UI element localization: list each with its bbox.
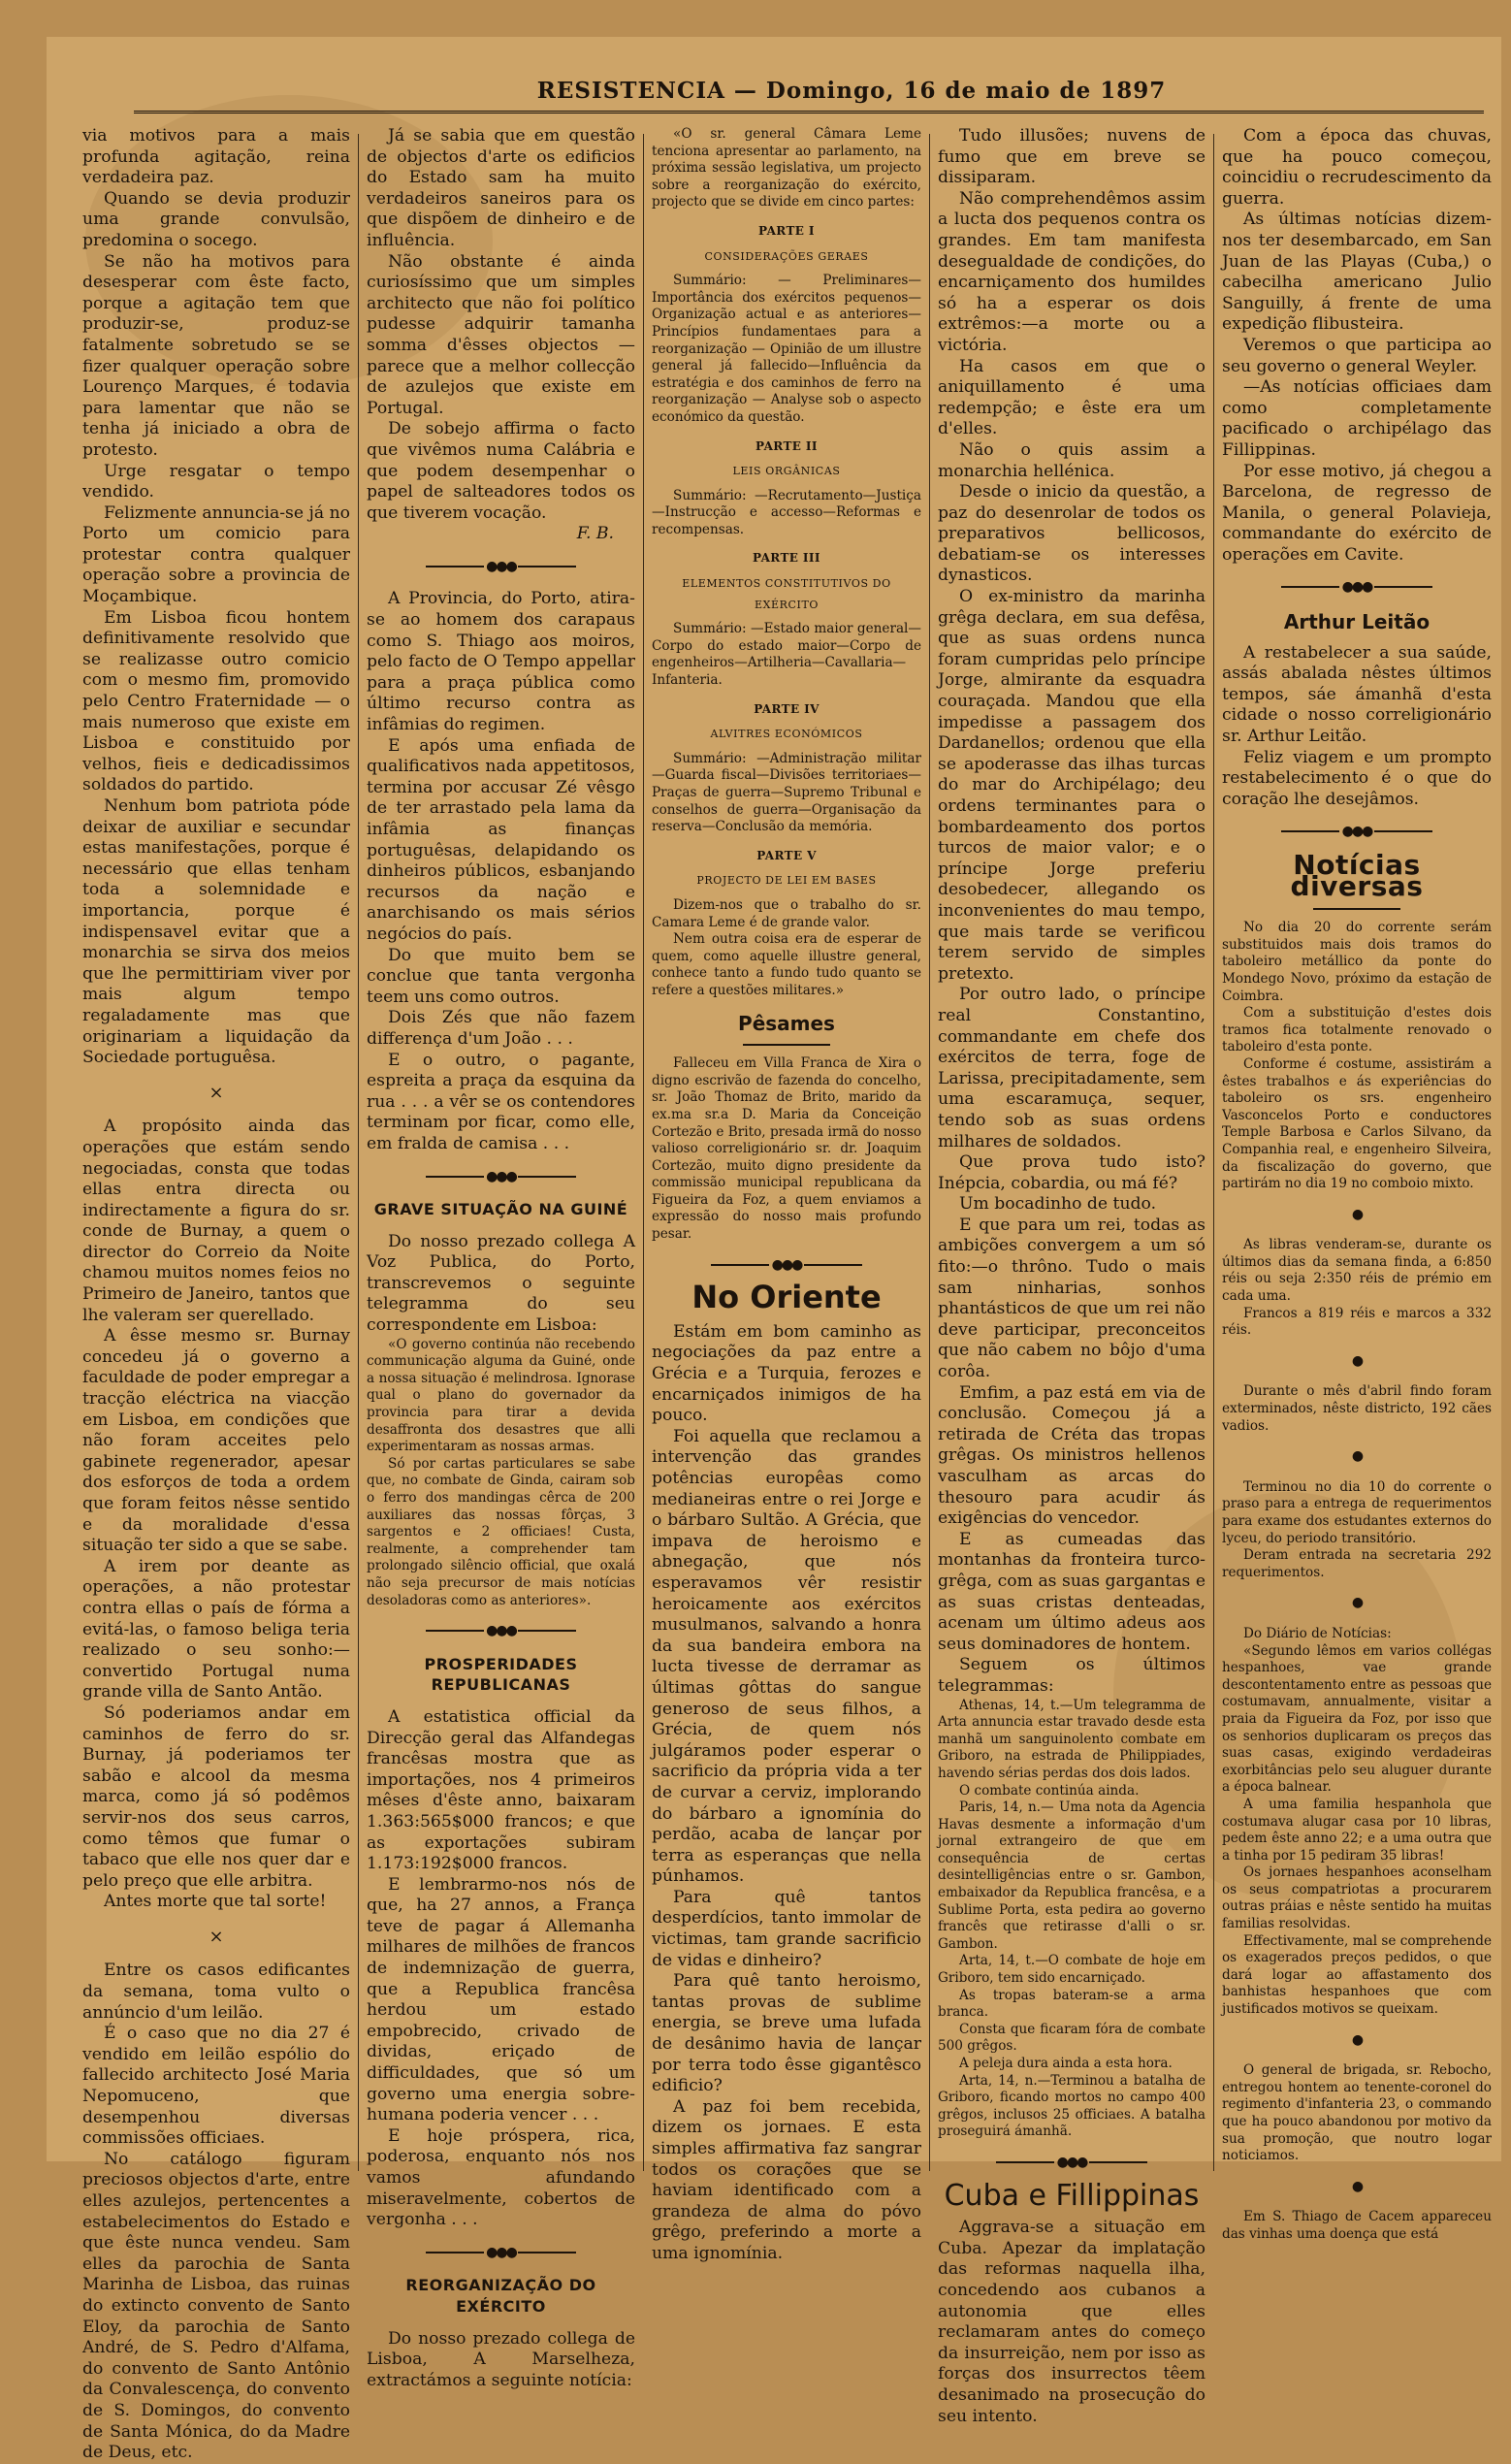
paragraph: A propósito ainda das operações que estám sendo negociadas, consta que todas ellas entra directa ou indirectamente a figura do sr. conde de Burnay, a quem o director do Correio da Noite chamou muitos nomes feios no Primeiro de Janeiro, tantos que lhe valeram ser querellado.	[82, 1117, 350, 1325]
news-item: Effectivamente, mal se comprehende os exagerados preços pedidos, o que dará logar ao affastamento dos banhistas hespanhoes que com justificados motivos se queixam.	[1222, 1932, 1492, 2018]
paragraph: Desde o inicio da questão, a paz do desenrolar de todos os preparativos bellicosos, debatiam-se os interesses dynasticos.	[938, 482, 1206, 586]
news-item: Terminou no dia 10 do corrente o praso para a entrega de requerimentos para exame dos estudantes externos do lyceu, do periodo transitório.	[1222, 1478, 1492, 1546]
telegram: O combate continúa ainda.	[959, 1782, 1140, 1799]
part-summary: Summário: — Preliminares—Importância dos exércitos pequenos—Organização actual e as anteriores—Princípios fundamentaes para a reorganização — Opinião de um illustre general já fallecido—Influência da estratégia e dos caminhos de ferro na reorganização — Analyse sob o aspecto económico da questão.	[652, 273, 921, 425]
article-title: Cuba e Fillippinas	[944, 2178, 1200, 2213]
ornament-divider: ●●●	[367, 557, 635, 578]
paragraph: Só poderiamos andar em caminhos de ferro do sr. Burnay, já poderiamos ter sabão e alcool da mesma marca, como já só podêmos servir-nos dos seus carros, como têmos que fumar o tabaco que elle nos quer dar e pelo preço que elle arbitra.	[82, 1702, 350, 1891]
paragraph: Que prova tudo isto? Inépcia, cobardia, ou má fé?	[938, 1152, 1206, 1193]
part-summary: Summário: —Recrutamento—Justiça—Instrucção e accesso—Reformas e recompensas.	[652, 487, 921, 537]
part-number: PARTE II	[756, 438, 818, 453]
paragraph: Para quê tanto heroismo, tantas provas de sublime energia, se breve uma lufada de desânimo havia de lançar por terra todo êsse gigantêsco edificio?	[652, 1971, 921, 2096]
newspaper-page	[47, 37, 1501, 2463]
paragraph: Aggrava-se a situação em Cuba. Apezar da implatação das reformas naquella ilha, concedendo aos cubanos a autonomia que elles reclamaram antes do começo da insurreição, nem por isso as forças dos insurrectos têem desanimado na prosecução do seu intento.	[938, 2218, 1206, 2426]
ornament-divider: ●●●	[652, 1255, 921, 1277]
paragraph: Já se sabia que em questão de objectos d'arte os edificios do Estado sam ha muito verdadeiros saneiros para os que dispõem de dinheiro e de influência.	[367, 126, 635, 250]
telegram: A peleja dura ainda a esta hora.	[959, 2056, 1173, 2071]
bullet-divider: ●	[1351, 2178, 1363, 2194]
article-title: GRAVE SITUAÇÃO NA GUINÉ	[373, 1200, 628, 1219]
news-item: Durante o mês d'abril findo foram exterminados, nêste districto, 192 cães vadios.	[1222, 1383, 1492, 1434]
telegram: Athenas, 14, t.—Um telegramma de Arta annuncia estar travado desde esta manhã um sanguinolento combate em Griboro, na estrada de Philippiades, havendo sérias perdas dos dois lados.	[938, 1697, 1206, 1781]
ornament-divider: ●●●	[1222, 577, 1492, 599]
paragraph: Se não ha motivos para desesperar com êste facto, porque a agitação tem que produzir-se, produz-se fatalmente sobretudo se se fizer qualquer operação sobre Lourenço Marques, é todavia para lamentar que não se tenha já iniciado a obra de protesto.	[82, 251, 350, 460]
article-title: Pêsames	[738, 1011, 835, 1035]
title-rule	[1313, 908, 1400, 910]
paragraph: E hoje próspera, rica, poderosa, enquanto nós nos vamos afundando miseravelmente, cobertos de vergonha . . .	[367, 2125, 635, 2230]
part-number: PARTE I	[758, 223, 815, 238]
paragraph: Por esse motivo, já chegou a Barcelona, de regresso de Manila, o general Polavieja, commandante do exército de operações em Cavite.	[1222, 461, 1492, 565]
article-title: PROSPERIDADES REPUBLICANAS	[424, 1654, 578, 1695]
bullet-divider: ●	[1351, 1595, 1363, 1611]
paragraph: A irem por deante as operações, a não protestar contra ellas o país de fórma a evitá-las, o famoso beliga teria realizado o seu sonho:—convertido Portugal numa grande villa de Santo Antão.	[82, 1556, 350, 1702]
bullet-divider: ●	[1351, 2031, 1363, 2048]
paragraph: E que para um rei, todas as ambições convergem a um só fito:—o thrôno. Tudo o mais sam ninharias, sonhos phantásticos de que um rei não deve participar, preconceitos que não cabem no bôjo d'uma corôa.	[938, 1215, 1206, 1382]
bullet-divider: ●	[1351, 1352, 1363, 1369]
article-title: REORGANIZAÇÃO DO EXÉRCITO	[405, 2276, 596, 2316]
paragraph: Do que muito bem se conclue que tanta vergonha teem uns como outros.	[367, 945, 635, 1007]
telegram: As tropas bateram-se a arma branca.	[938, 1987, 1206, 2021]
paragraph: via motivos para a mais profunda agitação, reina verdadeira paz.	[82, 126, 350, 188]
paragraph: E após uma enfiada de qualificativos nada appetitosos, termina por accusar Zé vêsgo de ter arrastado pela lama da infâmia as finanças portuguêsas, delapidando os dinheiros públicos, esbanjando recursos da nação e anarchisando os mais sérios negócios do país.	[367, 735, 635, 944]
part-summary: Summário: —Estado maior general—Corpo do estado maior—Corpo de engenheiros—Artilheria—Cavallaria—Infanteria.	[652, 621, 921, 689]
news-item: A uma familia hespanhola que costumava alugar casa por 10 libras, pedem êste anno 22; e a uma outra que a tinha por 15 pediram 35 libras!	[1222, 1796, 1492, 1864]
page-header: RESISTENCIA — Domingo, 16 de maio de 1897	[536, 78, 1167, 104]
paragraph: E as cumeadas das montanhas da fronteira turco-grêga, com as suas gargantas e as suas cristas denteadas, acenam um último adeus aos seus dominadores de hontem.	[938, 1529, 1206, 1654]
news-item: Em S. Thiago de Cacem appareceu das vinhas uma doença que está	[1222, 2209, 1492, 2242]
column-rule	[1213, 134, 1214, 2171]
paragraph: No catálogo figuram preciosos objectos d'arte, entre elles azulejos, pertencentes a estabelecimentos do Estado e que êste nunca vendeu. Sam elles da parochia de Santa Marinha de Lisboa, das ruinas do extincto convento de Santo Eloy, da parochia de Santo André, de S. Pedro d'Alfama, do convento de Santo Antônio da Convalescença, do convento de S. Domingos, do convento de Santa Mónica, do da Madre de Deus, etc.	[82, 2149, 350, 2463]
column-rule	[929, 134, 930, 2171]
paragraph: E lembrarmo-nos nós de que, ha 27 annos, a França teve de pagar á Allemanha milhares de milhões de francos de indemnização de guerra, que a Republica francêsa herdou um estado empobrecido, crivado de dividas, eriçado de difficuldades, que só um governo uma energia sobre-humana poderia vencer . . .	[367, 1874, 635, 2125]
article-title: No Oriente	[691, 1279, 882, 1316]
ornament-divider: ●●●	[1222, 822, 1492, 843]
paragraph: Tudo illusões; nuvens de fumo que em breve se dissiparam.	[938, 126, 1206, 188]
article-title: Arthur Leitão	[1283, 610, 1431, 634]
telegram: Consta que ficaram fóra de combate 500 grêgos.	[938, 2021, 1206, 2055]
part-number: PARTE V	[756, 848, 817, 862]
signature: F. B.	[576, 524, 614, 544]
part-name: ALVITRES ECONÓMICOS	[710, 728, 863, 741]
paragraph: A estatistica official da Direcção geral das Alfandegas francêsas mostra que as importações, nos 4 primeiros mêses d'êste anno, baixaram 1.363:565$000 francos; e que as exportações subiram 1.173:192$000 francos.	[367, 1706, 635, 1874]
paragraph: —As notícias officiaes dam como completamente pacificado o archipélago das Fillippinas.	[1222, 377, 1492, 460]
paragraph: Falleceu em Villa Franca de Xira o digno escrivão de fazenda do concelho, sr. João Thomaz de Brito, marido da ex.ma sr.a D. Maria da Conceição Cortezão e Brito, presada irmã do nosso valioso correligionário sr. dr. Joaquim Cortezão, muito digno presidente da commissão municipal republicana da Figueira da Foz, a quem enviamos a expressão do nosso mais profundo pesar.	[652, 1055, 921, 1243]
title-rule	[743, 1044, 830, 1046]
news-item: Deram entrada na secretaria 292 requerimentos.	[1222, 1547, 1492, 1580]
cross-separator: ×	[209, 1926, 224, 1947]
news-item: «Segundo lêmos em varios collégas hespanhoes, vae grande descontentamento entre as pessoas que costumavam, annualmente, visitar a praia da Figueira da Foz, por isso que os senhorios duplicaram os preços das suas casas, exigindo verdadeiras exorbitâncias pelo seu aluguer durante a época balnear.	[1222, 1642, 1492, 1796]
part-summary: Summário: —Administração militar—Guarda fiscal—Divisões territoriaes—Praças de guerra—Supremo Tribunal e conselhos de guerra—Organisação da reserva—Conclusão da memória.	[652, 750, 921, 835]
ornament-divider: ●●●	[367, 2243, 635, 2264]
paragraph: A Provincia, do Porto, atira-se ao homem dos carapaus como S. Thiago aos moiros, pelo facto de O Tempo appellar para a praça pública como último recurso contra as infâmias do regimen.	[367, 589, 635, 735]
paragraph: Ha casos em que o aniquillamento é uma redempção; e êste era um d'elles.	[938, 356, 1206, 439]
column-2	[367, 126, 635, 2390]
paragraph: Não obstante é ainda curiosíssimo que um simples architecto que não foi político pudesse adquirir tamanha somma d'êsses objectos — parece que a melhor collecção de azulejos que existe em Portugal.	[367, 251, 635, 418]
quote-paragraph: «O sr. general Câmara Leme tenciona apresentar ao parlamento, na próxima sessão legislativa, um projecto sobre a reorganização do exército, projecto que se divide em cinco partes:	[652, 126, 921, 211]
part-name: ELEMENTOS CONSTITUTIVOS DO EXÉRCITO	[682, 577, 891, 611]
paragraph: Seguem os últimos telegrammas:	[938, 1655, 1206, 1696]
news-item: O general de brigada, sr. Rebocho, entregou hontem ao tenente-coronel do regimento d'infanteria 23, o commando que ha pouco abandonou por motivo da sua promoção, que noutro logar noticiamos.	[1222, 2062, 1492, 2164]
paragraph: Para quê tantos desperdícios, tanto immolar de victimas, tam grande sacrificio de vidas e dinheiro?	[652, 1887, 921, 1970]
ornament-divider: ●●●	[938, 2153, 1206, 2174]
paragraph: Felizmente annuncia-se já no Porto um comicio para protestar contra qualquer operação sobre a provincia de Moçambique.	[82, 503, 350, 607]
header-rule	[134, 111, 1484, 113]
column-rule	[643, 134, 644, 2171]
quote-paragraph: Só por cartas particulares se sabe que, no combate de Ginda, cairam sob o ferro dos mandingas cêrca de 200 auxiliares das nossas fôrças, 3 sargentos e 2 officiaes! Custa, realmente, a comprehender tam prolongado silêncio official, que oxalá não seja precursor de mais notícias desoladoras como as anteriores».	[367, 1455, 635, 1608]
paragraph: Quando se devia produzir uma grande convulsão, predomina o socego.	[82, 188, 350, 250]
part-name: CONSIDERAÇÕES GERAES	[704, 249, 869, 263]
telegram: Arta, 14, t.—O combate de hoje em Griboro, tem sido encarniçado.	[938, 1953, 1206, 1987]
column-rule	[358, 134, 359, 2171]
paragraph: Com a época das chuvas, que ha pouco começou, coincidiu o recrudescimento da guerra.	[1222, 126, 1492, 209]
paragraph: Do nosso prezado collega de Lisboa, A Marselheza, extractámos a seguinte notícia:	[367, 2328, 635, 2390]
ornament-divider: ●●●	[367, 1621, 635, 1642]
paragraph: Dois Zés que não fazem differença d'um João . . .	[367, 1008, 635, 1049]
cross-separator: ×	[209, 1082, 224, 1103]
telegram: Arta, 14, n.—Terminou a batalha de Griboro, ficando mortos no campo 400 grêgos, inclusos 25 officiaes. A batalha proseguirá ámanhã.	[938, 2072, 1206, 2140]
quote-paragraph: Nem outra coisa era de esperar de quem, como aquelle illustre general, conhece tanto a fundo tudo quanto se refere a questões militares.»	[652, 931, 921, 998]
paragraph: As últimas notícias dizem-nos ter desembarcado, em San Juan de las Playas (Cuba,) o cabecilha americano Julio Sanguilly, á frente de uma expedição flibusteira.	[1222, 210, 1492, 335]
part-name: LEIS ORGÂNICAS	[732, 465, 841, 478]
news-item: Do Diário de Notícias:	[1243, 1625, 1392, 1641]
part-number: PARTE III	[753, 551, 820, 566]
bullet-divider: ●	[1351, 1206, 1363, 1222]
bullet-divider: ●	[1351, 1448, 1363, 1465]
paragraph: E o outro, o pagante, espreita a praça da esquina da rua . . . a vêr se os contendores terminam por ficar, como elle, em fralda de camisa . . .	[367, 1050, 635, 1153]
paragraph: Foi aquella que reclamou a intervenção das grandes potências europêas como medianeiras entre o rei Jorge e o bárbaro Sultão. A Grécia, que impava de heroismo e abnegação, que nós esperavamos vêr resistir heroicamente aos exércitos musulmanos, salvando a honra da sua bandeira embora na lucta tivesse de derramar as últimas gôttas do sangue generoso de seus filhos, a Grécia, de quem nós julgáramos poder esperar o sacrificio da própria vida a ter de curvar a cerviz, implorando do bárbaro a ignomínia do perdão, acaba de lançar por terra as esperanças que nella púnhamos.	[652, 1426, 921, 1887]
part-summary: Dizem-nos que o trabalho do sr. Camara Leme é de grande valor.	[652, 896, 921, 930]
ornament-divider: ●●●	[367, 1167, 635, 1188]
paragraph: Feliz viagem e um prompto restabelecimento é o que do coração lhe desejâmos.	[1222, 747, 1492, 809]
paragraph: É o caso que no dia 27 é vendido em leilão espólio do fallecido architecto José Maria Nepomuceno, que desempenhou diversas commissões officiaes.	[82, 2024, 350, 2149]
paragraph: Veremos o que participa ao seu governo o general Weyler.	[1222, 335, 1492, 376]
quote-paragraph: «O governo continúa não recebendo communicação alguma da Guiné, onde a nossa situação é melindrosa. Ignorase qual o plano do governador da provincia para tirar a devida desaffronta dos desastres que alli experimentaram as nossas armas.	[367, 1336, 635, 1455]
column-5	[1222, 126, 1492, 2242]
news-item: No dia 20 do corrente serám substituidos mais dois tramos do taboleiro metállico da ponte do Mondego Novo, próximo da estação de Coimbra.	[1222, 920, 1492, 1004]
column-1	[82, 126, 350, 2463]
paragraph: O ex-ministro da marinha grêga declara, em sua defêsa, que as suas ordens nunca foram cumpridas pelo príncipe Jorge, almirante da esquadra couraçada. Mandou que ella impedisse a passagem dos Dardanellos; ordenou que ella se apoderasse das ilhas turcas do mar do Archipélago; deu ordens terminantes para o bombardeamento dos portos turcos de maior valor; e o príncipe Jorge preferiu desobedecer, allegando os inconvenientes do mau tempo, que mais tarde se verificou terem servido de simples pretexto.	[938, 587, 1206, 984]
telegram: Paris, 14, n.— Uma nota da Agencia Havas desmente a informação d'um jornal extrangeiro de que em consequência de certas desintelligências entre o sr. Gambon, embaixador da Republica francêsa, e a Sublime Porta, esta pedira ao governo francês que retirasse d'alli o sr. Gambon.	[938, 1799, 1206, 1952]
paragraph: Nenhum bom patriota póde deixar de auxiliar e secundar estas manifestações, porque é necessário que ellas tenham toda a solemnidade e importancia, porque é indispensavel evitar que a monarchia se sirva dos meios que lhe permittiriam viver por mais algum tempo regaladamente mas que originariam a liquidação da Sociedade portuguêsa.	[82, 796, 350, 1068]
section-title: Notícias diversas	[1290, 849, 1424, 902]
column-4	[938, 126, 1206, 2426]
paragraph: Urge resgatar o tempo vendido.	[82, 461, 350, 503]
paragraph: Estám em bom caminho as negociações da paz entre a Grécia e a Turquia, ferozes e encarniçados inimigos de ha pouco.	[652, 1321, 921, 1426]
paragraph: Por outro lado, o príncipe real Constantino, commandante em chefe dos exércitos de terra, foge de Larissa, precipitadamente, sem uma escaramuça, sequer, tendo sob as suas ordens milhares de soldados.	[938, 985, 1206, 1151]
news-item: Conforme é costume, assistirám a êstes trabalhos e ás experiências do taboleiro os srs. engenheiro Vasconcelos Porto e conductores Temple Barbosa e Carlos Silvano, da Companhia real, e engenheiro Silveira, da fiscalização do governo, que partirám no dia 19 no comboio mixto.	[1222, 1055, 1492, 1192]
paragraph: Um bocadinho de tudo.	[959, 1194, 1157, 1215]
paragraph: De sobejo affirma o facto que vivêmos numa Calábria e que podem desempenhar o papel de salteadores todos os que tiverem vocação.	[367, 419, 635, 523]
paragraph: Não comprehendêmos assim a lucta dos pequenos contra os grandes. Em tam manifesta desegualdade de condições, do encarniçamento dos humildes só ha a esperar os dois extrêmos:—a morte ou a victória.	[938, 188, 1206, 355]
news-item: Com a substituição d'estes dois tramos fica totalmente renovado o taboleiro d'esta ponte.	[1222, 1005, 1492, 1055]
news-item: Os jornaes hespanhoes aconselham os seus compatriotas a procurarem outras práias e nêste sentido ha muitas familias resolvidas.	[1222, 1864, 1492, 1932]
news-item: Francos a 819 réis e marcos a 332 réis.	[1222, 1305, 1492, 1339]
paragraph: Emfim, a paz está em via de conclusão. Começou já a retirada de Créta das tropas grêgas. Os ministros hellenos vasculham as arcas do thesouro para acudir ás exigências do vencedor.	[938, 1382, 1206, 1529]
paragraph: Entre os casos edificantes da semana, toma vulto o annúncio d'um leilão.	[82, 1961, 350, 2023]
paragraph: A paz foi bem recebida, dizem os jornaes. E esta simples affirmativa faz sangrar todos os corações que se haviam identificado com a grandeza de alma do póvo grêgo, preferindo a morte a uma ignomínia.	[652, 2096, 921, 2263]
paragraph: A êsse mesmo sr. Burnay concedeu já o governo a faculdade de poder empregar a tracção eléctrica na viacção em Lisboa, em condições que não foram acceites pelo gabinete regenerador, apesar dos esforços de toda a ordem que foram feitos nêsse sentido e da moralidade d'essa situação ter sido a que se sabe.	[82, 1326, 350, 1556]
paragraph: A restabelecer a sua saúde, assás abalada nêstes últimos tempos, sáe ámanhã d'esta cidade o nosso correligionário sr. Arthur Leitão.	[1222, 642, 1492, 747]
news-item: As libras venderam-se, durante os últimos dias da semana finda, a 6:850 réis ou seja 2:350 réis de prémio em cada uma.	[1222, 1237, 1492, 1305]
part-name: PROJECTO DE LEI EM BASES	[696, 874, 877, 888]
paragraph: Do nosso prezado collega A Voz Publica, do Porto, transcrevemos o seguinte telegramma do seu correspondente em Lisboa:	[367, 1231, 635, 1336]
part-number: PARTE IV	[754, 701, 820, 716]
paragraph: Antes morte que tal sorte!	[104, 1892, 327, 1912]
paragraph: Em Lisboa ficou hontem definitivamente resolvido que se realizasse outro comicio com o mesmo fim, promovido pelo Centro Fraternidade — o mais numeroso que existe em Lisboa e constituido por velhos, fieis e dedicadissimos soldados do partido.	[82, 607, 350, 795]
paragraph: Não o quis assim a monarchia hellénica.	[938, 439, 1206, 481]
column-3	[652, 126, 921, 2263]
